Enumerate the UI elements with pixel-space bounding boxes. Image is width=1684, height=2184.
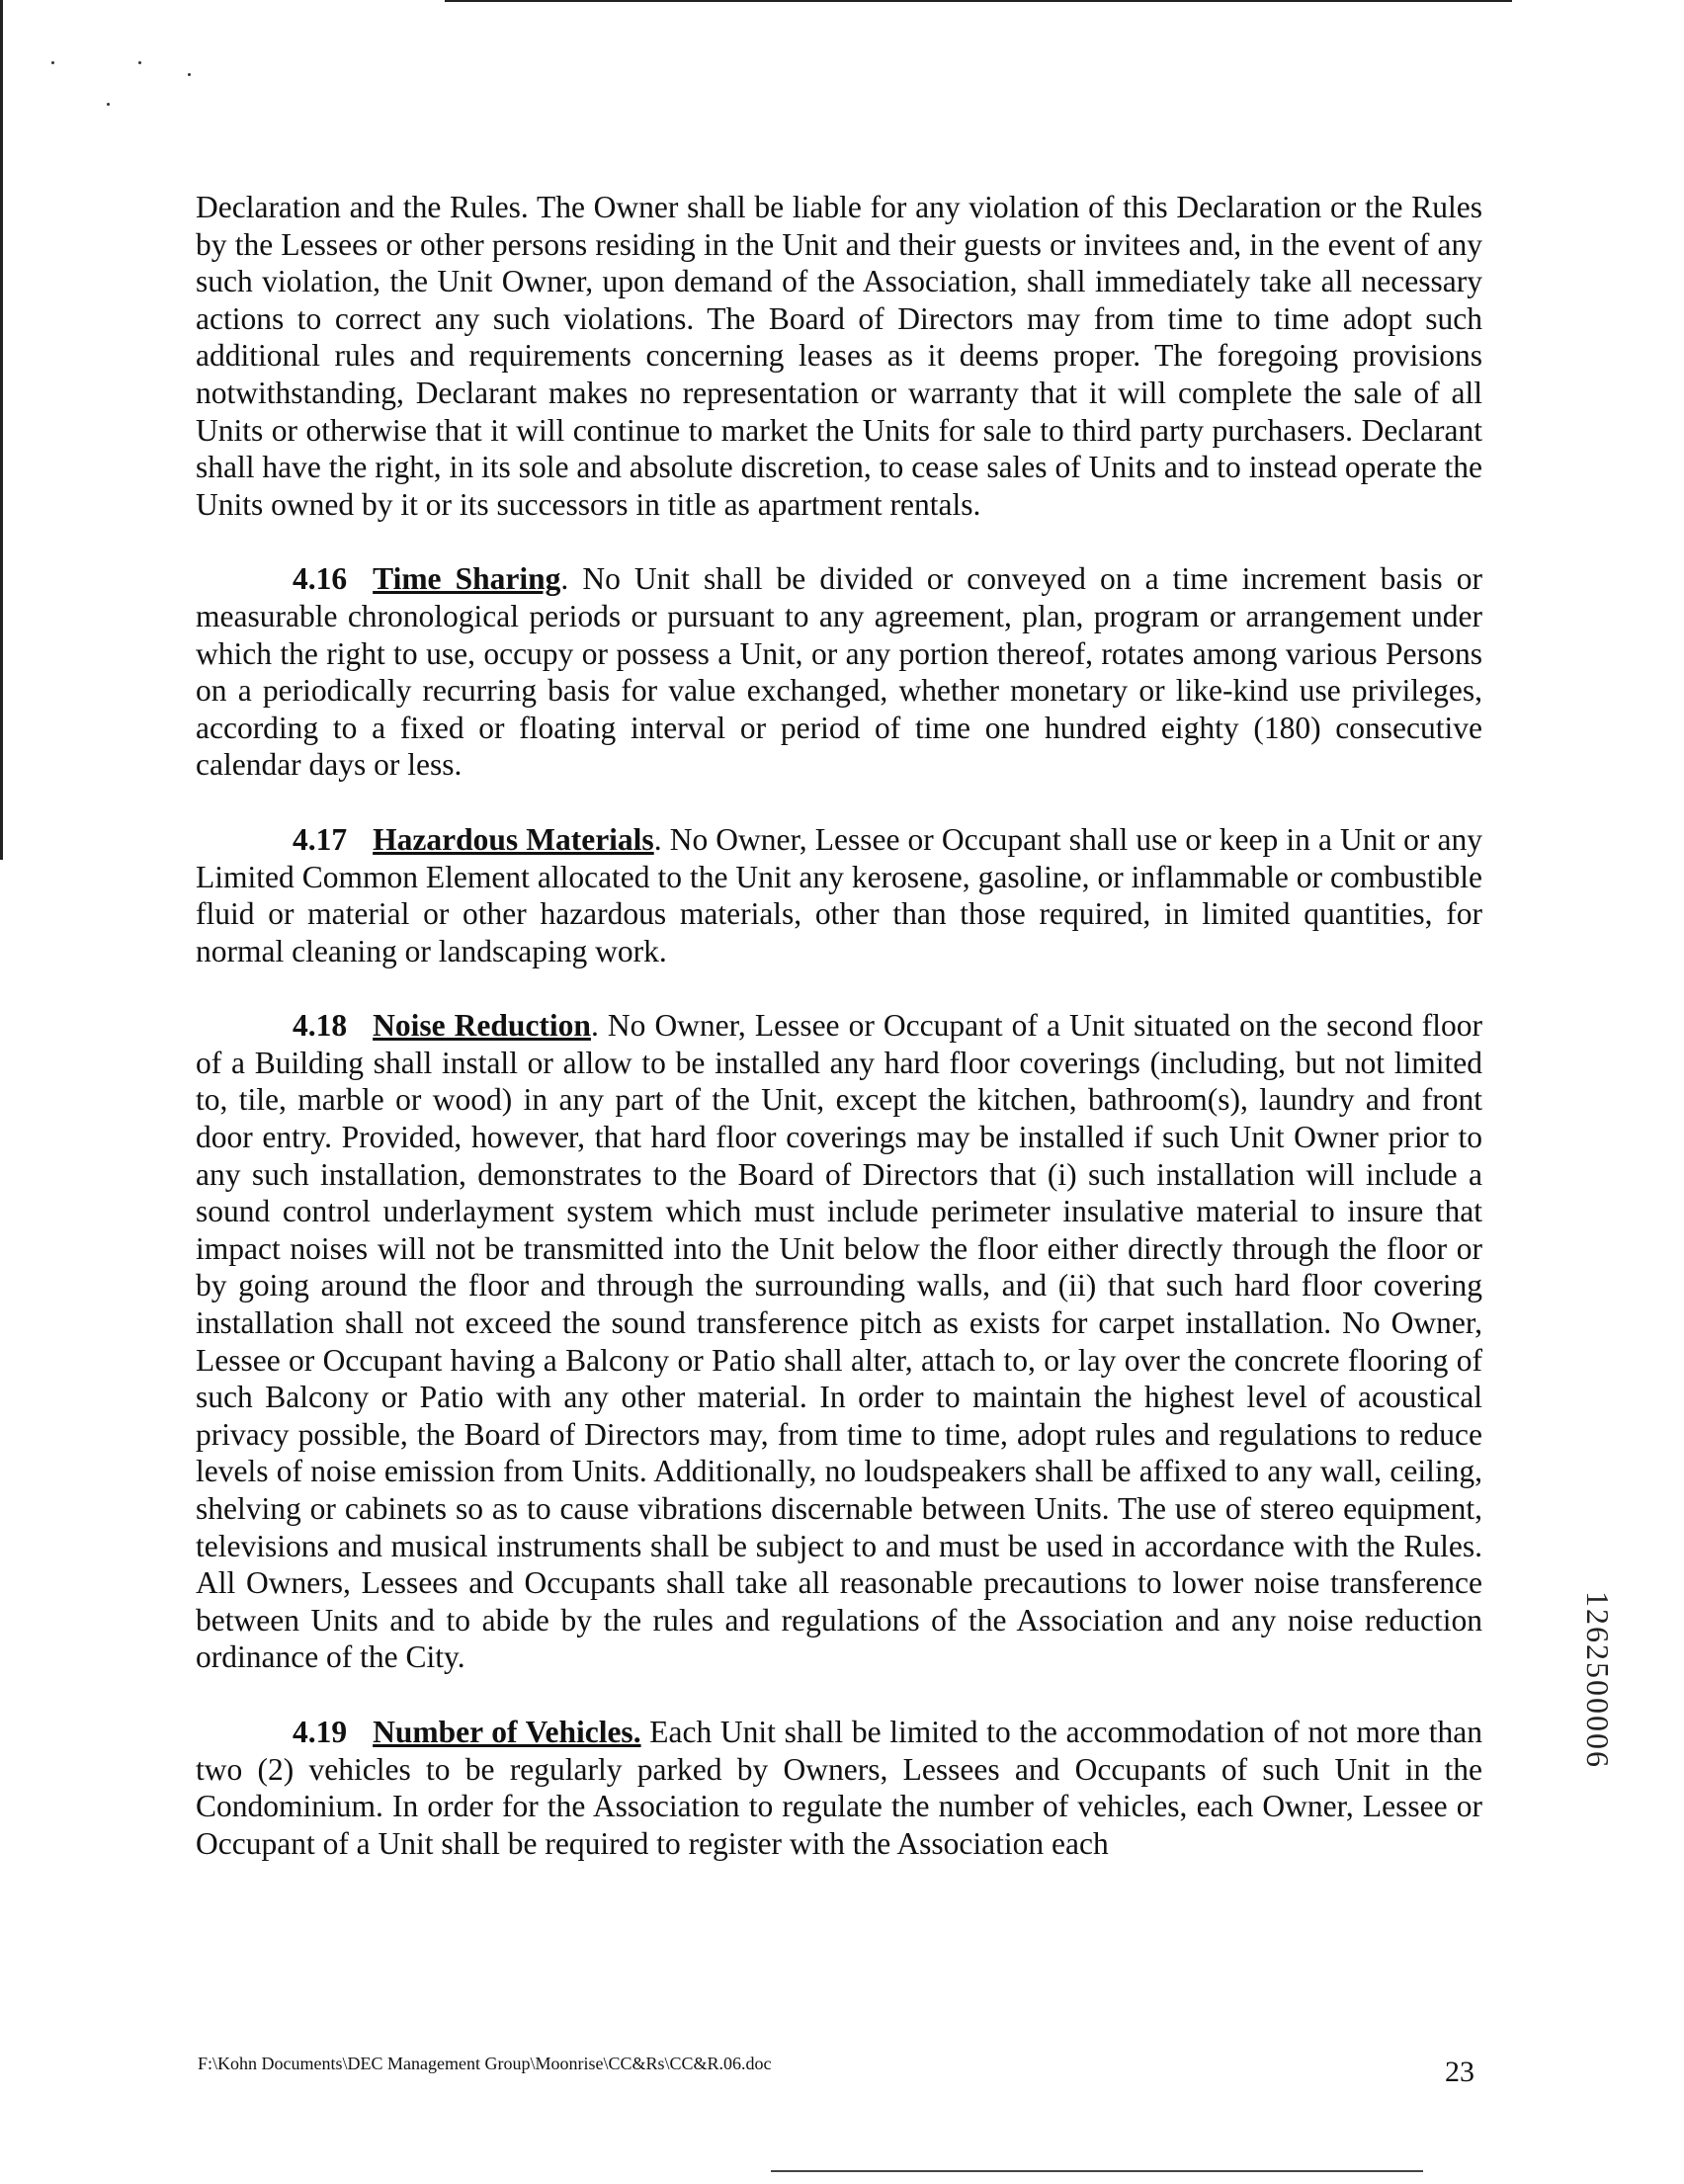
scan-left-edge bbox=[0, 0, 3, 860]
section-number: 4.19 bbox=[293, 1714, 348, 1749]
section-4-19 bbox=[196, 1714, 1482, 1862]
section-4-16 bbox=[196, 560, 1482, 784]
scan-speck bbox=[188, 73, 191, 76]
section-number: 4.17 bbox=[293, 821, 348, 857]
section-4-17 bbox=[196, 821, 1482, 969]
page-number: 23 bbox=[1445, 2056, 1474, 2088]
section-text: . No Owner, Lessee or Occupant shall use or keep in a Unit or any Limited Common Element allocated to the Unit any kerosene, gasoline, or inflammable or combustible fluid or material or other hazardous materials, other than those required, in limited quantities, for normal cleaning or landscaping work. bbox=[196, 821, 1482, 968]
section-title: Time Sharing bbox=[373, 561, 561, 597]
section-text: Each Unit shall be limited to the accommodation of not more than two (2) vehicles to be regularly parked by Owners, Lessees and Occupants of such Unit in the Condominium. In order for the Association to regulate the number of vehicles, each Owner, Lessee or Occupant of a Unit shall be required to register with the Association each bbox=[196, 1714, 1482, 1861]
scan-speck bbox=[138, 61, 141, 64]
section-text: . No Unit shall be divided or conveyed on a time increment basis or measurable chronological periods or pursuant to any agreement, plan, program or arrangement under which the right to use, occupy or possess a Unit, or any portion thereof, rotates among various Persons on a periodically recurring basis for value exchanged, whether monetary or like-kind use privileges, according to a fixed or floating interval or period of time one hundred eighty (180) consecutive calendar days or less. bbox=[196, 561, 1482, 783]
section-title: Hazardous Materials bbox=[373, 821, 654, 857]
document-body bbox=[196, 189, 1482, 1899]
section-title: Noise Reduction bbox=[373, 1008, 591, 1044]
section-text: . No Owner, Lessee or Occupant of a Unit situated on the second floor of a Building shall install or allow to be installed any hard floor coverings (including, but not limited to, tile, marble or wood) in any part of the Unit, except the kitchen, bathroom(s), laundry and front door entry. Provided, however, that hard floor coverings may be installed if such Unit Owner prior to any such installation, demonstrates to the Board of Directors that (i) such installation will include a sound control underlayment system which must include perimeter insulative material to insure that impact noises will not be transmitted into the Unit below the floor either directly through the floor or by going around the floor and through the surrounding walls, and (ii) that such hard floor covering installation shall not exceed the sound transference pitch as exists for carpet installation. No Owner, Lessee or Occupant having a Balcony or Patio shall alter, attach to, or lay over the concrete flooring of such Balcony or Patio with any other material. In order to maintain the highest level of acoustical privacy possible, the Board of Directors may, from time to time, adopt rules and regulations to reduce levels of noise emission from Units. Additionally, no loudspeakers shall be affixed to any wall, ceiling, shelving or cabinets so as to cause vibrations discernable between Units. The use of stereo equipment, televisions and musical instruments shall be subject to and must be used in accordance with the Rules. All Owners, Lessees and Occupants shall take all reasonable precautions to lower noise transference between Units and to abide by the rules and regulations of the Association and any noise reduction ordinance of the City. bbox=[196, 1008, 1482, 1675]
section-number: 4.16 bbox=[293, 561, 348, 597]
scan-top-edge bbox=[445, 0, 1512, 2]
section-title: Number of Vehicles. bbox=[373, 1714, 641, 1749]
scan-bottom-edge bbox=[771, 2170, 1423, 2172]
recording-stamp: 1262500006 bbox=[1580, 1591, 1616, 1769]
footer-file-path: F:\Kohn Documents\DEC Management Group\Moonrise\CC&Rs\CC&R.06.doc bbox=[198, 2054, 772, 2073]
section-4-18 bbox=[196, 1007, 1482, 1676]
section-number: 4.18 bbox=[293, 1008, 348, 1044]
scan-speck bbox=[51, 61, 54, 64]
paragraph-continuation bbox=[196, 189, 1482, 523]
paragraph-text: Declaration and the Rules. The Owner shall be liable for any violation of this Declaration or the Rules by the Lessees or other persons residing in the Unit and their guests or invitees and, in the event of any such violation, the Unit Owner, upon demand of the Association, shall immediately take all necessary actions to correct any such violations. The Board of Directors may from time to time adopt such additional rules and requirements concerning leases as it deems proper. The foregoing provisions notwithstanding, Declarant makes no representation or warranty that it will complete the sale of all Units or otherwise that it will continue to market the Units for sale to third party purchasers. Declarant shall have the right, in its sole and absolute discretion, to cease sales of Units and to instead operate the Units owned by it or its successors in title as apartment rentals. bbox=[196, 190, 1482, 522]
scan-speck bbox=[107, 103, 110, 106]
